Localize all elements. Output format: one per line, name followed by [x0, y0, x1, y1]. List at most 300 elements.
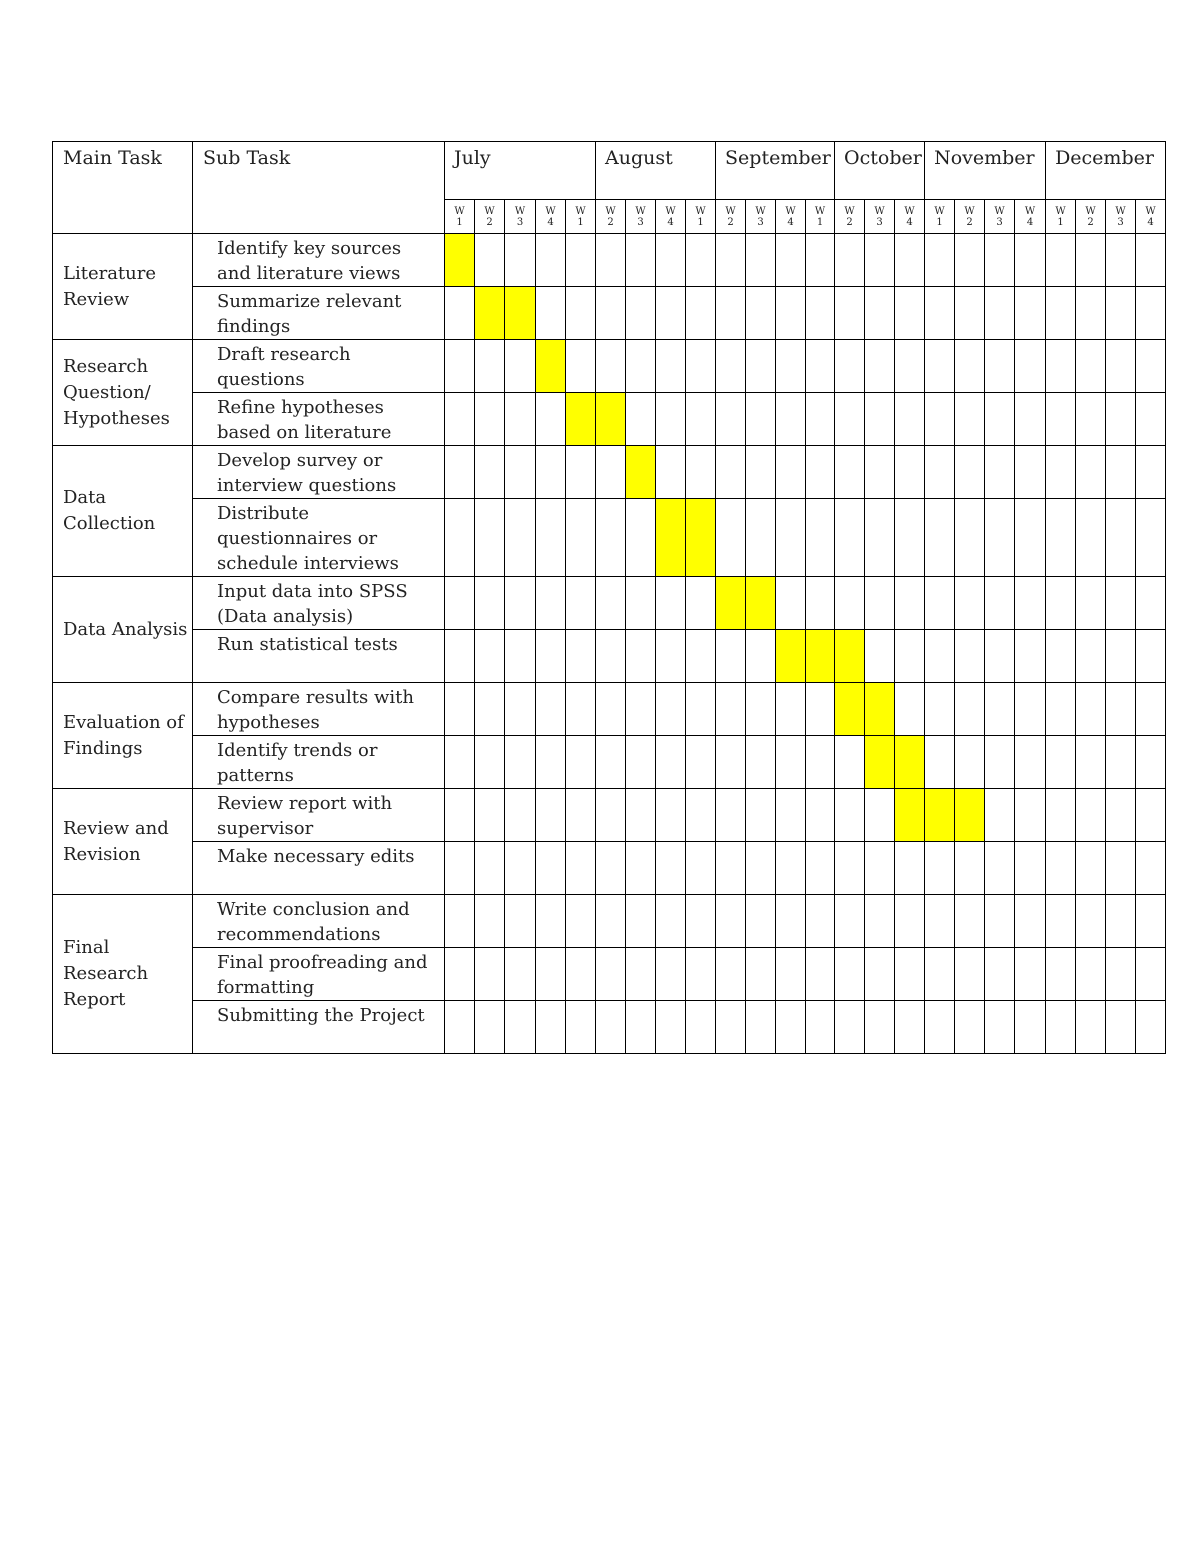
week-cell — [445, 446, 475, 499]
week-cell — [746, 948, 776, 1001]
main-task-cell: Evaluation of Findings — [53, 683, 193, 789]
week-cell — [1106, 577, 1136, 630]
week-cell — [895, 842, 925, 895]
gantt-table — [52, 141, 1166, 1054]
week-header — [596, 200, 626, 234]
week-cell — [656, 1001, 686, 1054]
week-cell — [1015, 287, 1046, 340]
week-cell — [536, 683, 566, 736]
week-cell — [806, 287, 835, 340]
week-number: 1 — [697, 216, 704, 228]
week-cell — [566, 948, 596, 1001]
gantt-bar-cell — [475, 287, 505, 340]
week-letter: W — [575, 205, 586, 217]
week-cell — [925, 630, 955, 683]
week-cell — [445, 683, 475, 736]
week-cell — [536, 499, 566, 577]
week-letter: W — [635, 205, 646, 217]
week-cell — [1136, 446, 1166, 499]
week-letter: W — [454, 205, 465, 217]
week-cell — [656, 393, 686, 446]
gantt-bar-cell — [806, 630, 835, 683]
gantt-bar-cell — [895, 789, 925, 842]
week-cell — [806, 948, 835, 1001]
week-cell — [1106, 895, 1136, 948]
week-cell — [1076, 842, 1106, 895]
week-cell — [835, 234, 865, 287]
week-cell — [746, 499, 776, 577]
week-cell — [865, 499, 895, 577]
week-number: 2 — [846, 216, 853, 228]
gantt-bar-cell — [746, 577, 776, 630]
week-header — [1015, 200, 1046, 234]
week-cell — [716, 683, 746, 736]
week-cell — [686, 789, 716, 842]
week-cell — [865, 234, 895, 287]
week-cell — [1136, 234, 1166, 287]
week-cell — [1106, 234, 1136, 287]
week-cell — [955, 1001, 985, 1054]
task-row — [53, 287, 1166, 340]
week-cell — [1076, 895, 1106, 948]
week-cell — [1015, 499, 1046, 577]
week-cell — [626, 393, 656, 446]
week-cell — [1015, 948, 1046, 1001]
week-cell — [955, 287, 985, 340]
week-cell — [806, 683, 835, 736]
week-cell — [1015, 630, 1046, 683]
week-header — [776, 200, 806, 234]
week-cell — [806, 789, 835, 842]
sub-task-cell: Final proofreading and formatting — [193, 948, 445, 1001]
week-letter: W — [994, 205, 1005, 217]
week-cell — [895, 630, 925, 683]
week-cell — [1015, 446, 1046, 499]
week-cell — [626, 577, 656, 630]
week-cell — [865, 789, 895, 842]
week-cell — [505, 446, 536, 499]
sub-task-cell: Summarize relevant findings — [193, 287, 445, 340]
week-cell — [955, 842, 985, 895]
week-cell — [686, 683, 716, 736]
week-header — [505, 200, 536, 234]
week-cell — [1046, 948, 1076, 1001]
week-cell — [955, 895, 985, 948]
task-row — [53, 789, 1166, 842]
week-cell — [746, 683, 776, 736]
week-letter: W — [874, 205, 885, 217]
task-row — [53, 842, 1166, 895]
week-cell — [1015, 340, 1046, 393]
week-cell — [1076, 234, 1106, 287]
task-row — [53, 736, 1166, 789]
main-task-header: Main Task — [53, 142, 193, 234]
week-cell — [835, 789, 865, 842]
week-cell — [626, 683, 656, 736]
week-cell — [776, 340, 806, 393]
week-cell — [776, 577, 806, 630]
week-cell — [1046, 789, 1076, 842]
week-cell — [1106, 340, 1136, 393]
week-cell — [865, 1001, 895, 1054]
main-task-cell: Review and Revision — [53, 789, 193, 895]
week-cell — [656, 948, 686, 1001]
month-header: August — [596, 142, 716, 200]
week-cell — [895, 446, 925, 499]
week-cell — [895, 340, 925, 393]
week-cell — [716, 393, 746, 446]
week-cell — [746, 446, 776, 499]
week-cell — [505, 789, 536, 842]
week-cell — [776, 948, 806, 1001]
week-cell — [1106, 499, 1136, 577]
week-cell — [1136, 948, 1166, 1001]
week-cell — [1046, 736, 1076, 789]
week-cell — [955, 393, 985, 446]
week-cell — [475, 1001, 505, 1054]
week-cell — [895, 1001, 925, 1054]
week-number: 4 — [787, 216, 794, 228]
week-cell — [566, 683, 596, 736]
week-header — [1046, 200, 1076, 234]
week-header — [536, 200, 566, 234]
week-cell — [626, 736, 656, 789]
week-letter: W — [1055, 205, 1066, 217]
week-cell — [865, 446, 895, 499]
sub-task-cell: Review report with supervisor — [193, 789, 445, 842]
week-cell — [566, 630, 596, 683]
week-cell — [445, 842, 475, 895]
week-cell — [955, 683, 985, 736]
week-cell — [985, 1001, 1015, 1054]
gantt-bar-cell — [835, 683, 865, 736]
week-cell — [566, 577, 596, 630]
week-cell — [776, 393, 806, 446]
week-cell — [985, 736, 1015, 789]
week-cell — [716, 630, 746, 683]
week-header — [566, 200, 596, 234]
week-cell — [835, 577, 865, 630]
month-header: October — [835, 142, 925, 200]
week-cell — [656, 446, 686, 499]
week-cell — [1076, 287, 1106, 340]
week-cell — [505, 630, 536, 683]
week-cell — [925, 948, 955, 1001]
week-cell — [1015, 842, 1046, 895]
week-cell — [445, 895, 475, 948]
week-cell — [686, 340, 716, 393]
week-cell — [656, 234, 686, 287]
week-letter: W — [755, 205, 766, 217]
week-header — [656, 200, 686, 234]
gantt-bar-cell — [835, 630, 865, 683]
month-header: September — [716, 142, 835, 200]
week-letter: W — [1145, 205, 1156, 217]
week-cell — [445, 393, 475, 446]
week-header — [746, 200, 776, 234]
week-cell — [1076, 446, 1106, 499]
sub-task-header: Sub Task — [193, 142, 445, 234]
week-cell — [566, 340, 596, 393]
week-cell — [925, 577, 955, 630]
week-cell — [806, 736, 835, 789]
week-cell — [776, 789, 806, 842]
gantt-bar-cell — [865, 683, 895, 736]
week-cell — [596, 789, 626, 842]
week-cell — [746, 340, 776, 393]
week-cell — [806, 499, 835, 577]
week-cell — [536, 842, 566, 895]
week-cell — [536, 287, 566, 340]
week-cell — [686, 446, 716, 499]
week-cell — [865, 948, 895, 1001]
week-cell — [925, 895, 955, 948]
week-cell — [536, 948, 566, 1001]
week-cell — [1015, 736, 1046, 789]
week-cell — [1076, 1001, 1106, 1054]
task-row — [53, 683, 1166, 736]
week-letter: W — [904, 205, 915, 217]
gantt-bar-cell — [686, 499, 716, 577]
week-cell — [505, 234, 536, 287]
week-cell — [1046, 895, 1076, 948]
task-row — [53, 630, 1166, 683]
week-cell — [1015, 683, 1046, 736]
week-cell — [716, 895, 746, 948]
task-row — [53, 1001, 1166, 1054]
week-number: 4 — [906, 216, 913, 228]
week-cell — [716, 287, 746, 340]
week-cell — [596, 234, 626, 287]
gantt-bar-cell — [925, 789, 955, 842]
week-number: 1 — [577, 216, 584, 228]
week-cell — [1046, 577, 1076, 630]
week-cell — [475, 446, 505, 499]
week-cell — [925, 683, 955, 736]
week-cell — [566, 1001, 596, 1054]
week-number: 3 — [876, 216, 883, 228]
week-cell — [505, 895, 536, 948]
week-cell — [626, 630, 656, 683]
week-header — [955, 200, 985, 234]
week-cell — [475, 948, 505, 1001]
week-cell — [895, 895, 925, 948]
week-cell — [925, 842, 955, 895]
week-cell — [1136, 789, 1166, 842]
week-cell — [716, 736, 746, 789]
week-cell — [1106, 948, 1136, 1001]
week-cell — [536, 446, 566, 499]
week-cell — [835, 895, 865, 948]
week-cell — [1076, 340, 1106, 393]
week-cell — [895, 234, 925, 287]
week-cell — [1106, 287, 1136, 340]
week-cell — [776, 736, 806, 789]
week-cell — [505, 736, 536, 789]
task-row — [53, 577, 1166, 630]
week-cell — [895, 393, 925, 446]
week-cell — [835, 736, 865, 789]
week-number: 2 — [727, 216, 734, 228]
week-cell — [1076, 789, 1106, 842]
week-cell — [925, 287, 955, 340]
week-cell — [626, 948, 656, 1001]
month-header: November — [925, 142, 1046, 200]
week-cell — [895, 499, 925, 577]
week-cell — [1015, 577, 1046, 630]
week-cell — [716, 446, 746, 499]
week-letter: W — [665, 205, 676, 217]
main-task-cell: Research Question/ Hypotheses — [53, 340, 193, 446]
week-cell — [1015, 789, 1046, 842]
week-cell — [1015, 1001, 1046, 1054]
week-number: 1 — [1057, 216, 1064, 228]
week-letter: W — [605, 205, 616, 217]
week-cell — [716, 1001, 746, 1054]
week-header — [895, 200, 925, 234]
week-cell — [445, 948, 475, 1001]
week-cell — [445, 789, 475, 842]
week-cell — [596, 683, 626, 736]
week-cell — [835, 1001, 865, 1054]
week-cell — [925, 340, 955, 393]
week-cell — [865, 895, 895, 948]
week-cell — [505, 499, 536, 577]
week-header — [1136, 200, 1166, 234]
week-cell — [505, 1001, 536, 1054]
week-cell — [445, 499, 475, 577]
week-cell — [806, 340, 835, 393]
week-cell — [776, 842, 806, 895]
week-cell — [626, 842, 656, 895]
week-cell — [445, 630, 475, 683]
week-cell — [686, 630, 716, 683]
week-header — [475, 200, 505, 234]
week-cell — [475, 789, 505, 842]
week-cell — [1046, 499, 1076, 577]
week-number: 1 — [816, 216, 824, 228]
week-number: 2 — [1087, 216, 1094, 228]
week-cell — [686, 736, 716, 789]
week-number: 4 — [1026, 216, 1034, 228]
week-cell — [985, 577, 1015, 630]
week-letter: W — [964, 205, 975, 217]
week-cell — [1136, 393, 1166, 446]
sub-task-cell: Draft research questions — [193, 340, 445, 393]
week-cell — [656, 287, 686, 340]
week-cell — [475, 577, 505, 630]
week-cell — [475, 630, 505, 683]
week-cell — [1136, 577, 1166, 630]
week-cell — [1076, 393, 1106, 446]
week-letter: W — [844, 205, 855, 217]
week-cell — [925, 499, 955, 577]
week-cell — [445, 1001, 475, 1054]
week-cell — [895, 948, 925, 1001]
week-cell — [686, 577, 716, 630]
week-cell — [536, 234, 566, 287]
week-header — [626, 200, 656, 234]
month-header: July — [445, 142, 596, 200]
week-cell — [895, 683, 925, 736]
week-cell — [925, 736, 955, 789]
week-cell — [776, 1001, 806, 1054]
week-cell — [746, 234, 776, 287]
week-cell — [566, 736, 596, 789]
week-cell — [985, 393, 1015, 446]
week-cell — [955, 499, 985, 577]
week-cell — [1046, 234, 1076, 287]
gantt-bar-cell — [716, 577, 746, 630]
week-cell — [1015, 393, 1046, 446]
week-cell — [1046, 683, 1076, 736]
week-cell — [806, 842, 835, 895]
week-cell — [445, 577, 475, 630]
week-cell — [806, 446, 835, 499]
week-letter: W — [545, 205, 556, 217]
week-cell — [475, 393, 505, 446]
week-cell — [1136, 683, 1166, 736]
sub-task-cell: Identify key sources and literature views — [193, 234, 445, 287]
week-cell — [626, 895, 656, 948]
week-cell — [596, 340, 626, 393]
week-cell — [1106, 1001, 1136, 1054]
week-cell — [1136, 895, 1166, 948]
week-cell — [776, 446, 806, 499]
week-letter: W — [814, 205, 826, 217]
week-cell — [865, 842, 895, 895]
week-cell — [1076, 736, 1106, 789]
week-cell — [985, 948, 1015, 1001]
week-letter: W — [1024, 205, 1036, 217]
week-cell — [475, 736, 505, 789]
week-header — [925, 200, 955, 234]
week-cell — [955, 736, 985, 789]
week-cell — [1106, 446, 1136, 499]
week-cell — [1046, 1001, 1076, 1054]
week-cell — [895, 577, 925, 630]
week-cell — [475, 842, 505, 895]
week-cell — [746, 736, 776, 789]
week-cell — [985, 499, 1015, 577]
week-cell — [536, 736, 566, 789]
week-cell — [566, 499, 596, 577]
week-cell — [596, 287, 626, 340]
main-task-cell: Data Collection — [53, 446, 193, 577]
week-number: 4 — [1147, 216, 1154, 228]
week-cell — [1076, 948, 1106, 1001]
sub-task-cell: Submitting the Project — [193, 1001, 445, 1054]
week-header — [445, 200, 475, 234]
week-cell — [985, 287, 1015, 340]
week-cell — [686, 234, 716, 287]
week-cell — [1106, 736, 1136, 789]
week-cell — [1076, 577, 1106, 630]
week-cell — [925, 234, 955, 287]
task-row — [53, 446, 1166, 499]
week-number: 2 — [607, 216, 614, 228]
week-cell — [1076, 683, 1106, 736]
week-cell — [716, 340, 746, 393]
gantt-bar-cell — [776, 630, 806, 683]
week-cell — [656, 630, 686, 683]
week-cell — [746, 895, 776, 948]
week-cell — [865, 393, 895, 446]
week-cell — [835, 948, 865, 1001]
sub-task-cell: Input data into SPSS (Data analysis) — [193, 577, 445, 630]
week-cell — [985, 446, 1015, 499]
gantt-bar-cell — [505, 287, 536, 340]
